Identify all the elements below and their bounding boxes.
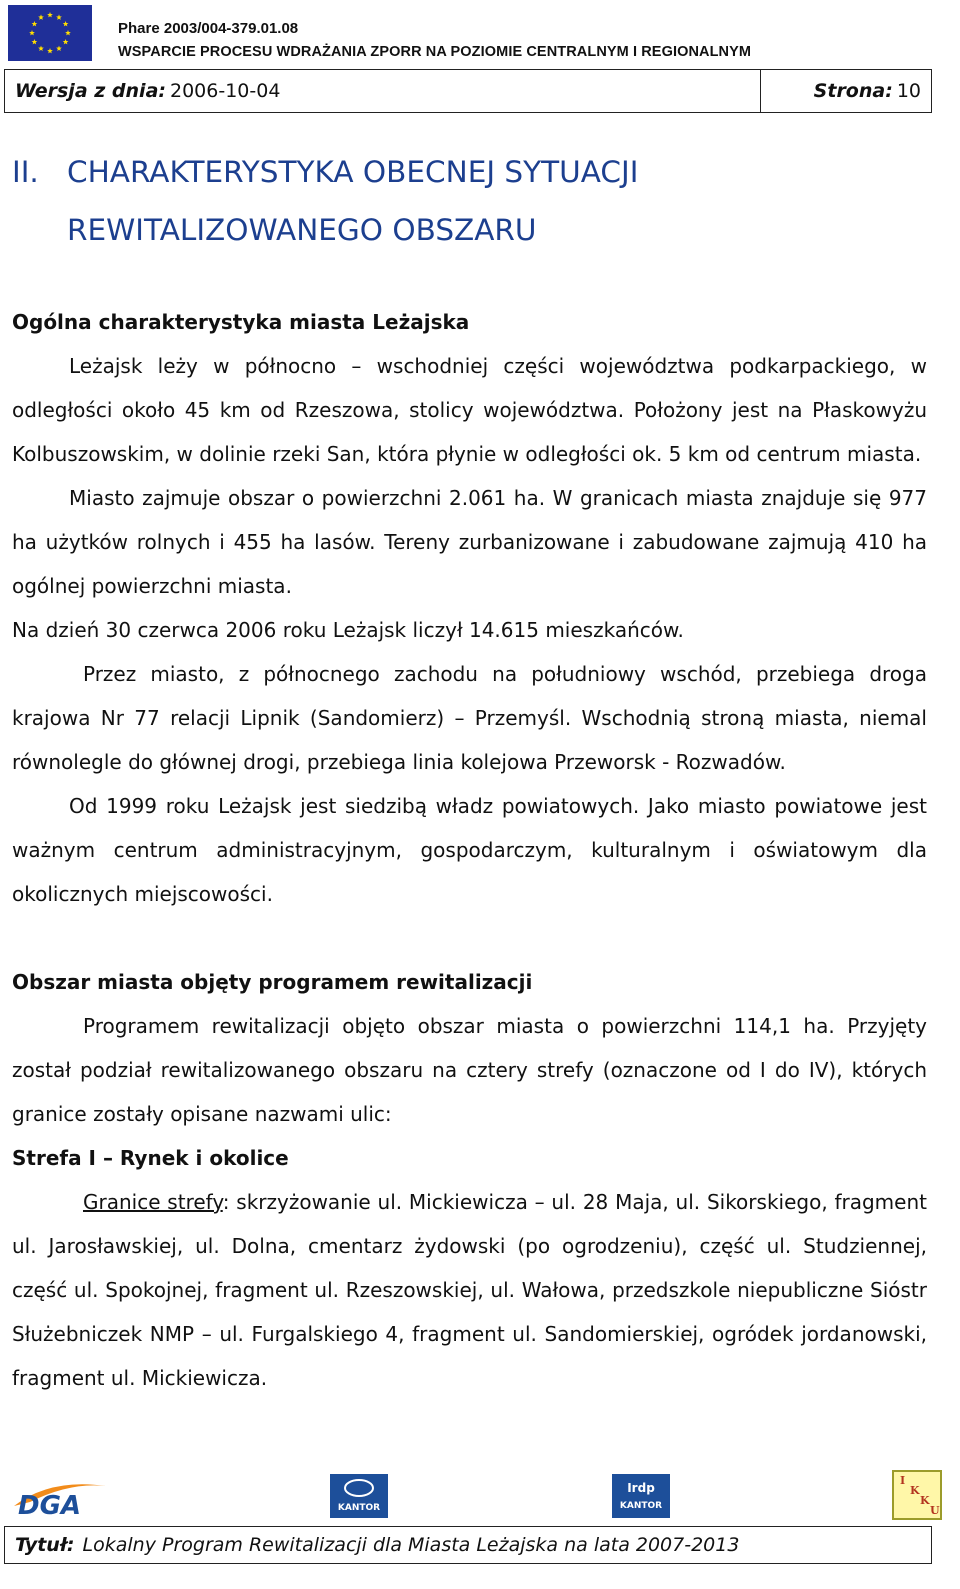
page-label: Strona: <box>813 80 893 102</box>
eu-star-icon <box>38 14 44 19</box>
zone-boundaries-text: : skrzyżowanie ul. Mickiewicza – ul. 28 Maja, ul. Sikorskiego, fragment ul. Jarosławskiej, ul. Dolna, cmentarz żydowski (po ogrodzeniu), część ul. Studziennej, część ul. Spokojnej, fragment ul. Rzeszowskiej, ul. Wałowa, przedszkole niepubliczne Sióstr Służebniczek NMP – ul. Furgalskiego 4, fragment ul. Sandomierskiej, ogródek jordanowski, fragment ul. Mickiewicza. <box>12 1190 927 1390</box>
ikku-letter: I <box>900 1474 906 1487</box>
eu-star-icon <box>38 46 44 51</box>
eu-flag-logo <box>8 5 92 61</box>
eu-star-icon <box>63 21 69 26</box>
dga-logo-text: DGA <box>18 1491 82 1520</box>
section-title-general: Ogólna charakterystyka miasta Leżajska <box>12 310 470 334</box>
spacer <box>12 916 927 960</box>
irdp-logo-text: Irdp <box>627 1481 655 1495</box>
paragraph: Na dzień 30 czerwca 2006 roku Leżajsk liczył 14.615 mieszkańców. <box>12 618 684 642</box>
kantor-polska-logo <box>330 1474 388 1518</box>
footer-title-box <box>4 1526 932 1564</box>
irdp-kantor-text: KANTOR <box>619 1501 663 1511</box>
dga-logo <box>10 1476 110 1520</box>
eu-star-icon <box>29 30 35 35</box>
footer-title-text: Lokalny Program Rewitalizacji dla Miasta Leżajska na lata 2007-2013 <box>82 1534 740 1556</box>
eu-star-icon <box>47 48 53 53</box>
chapter-title-line-2: REWITALIZOWANEGO OBSZARU <box>67 213 537 247</box>
eu-star-icon <box>47 12 53 17</box>
eu-stars-icon <box>8 5 92 61</box>
document-body <box>12 300 927 1400</box>
page-cell <box>760 70 931 112</box>
eu-star-icon <box>65 30 71 35</box>
version-box <box>4 69 932 113</box>
chapter-title <box>67 143 927 259</box>
project-title: WSPARCIE PROCESU WDRAŻANIA ZPORR NA POZIOMIE CENTRALNYM I REGIONALNYM <box>118 44 752 60</box>
paragraph: Miasto zajmuje obszar o powierzchni 2.061 ha. W granicach miasta znajduje się 977 ha użytków rolnych i 455 ha lasów. Tereny zurbanizowane i zabudowane zajmują 410 ha ogólnej powierzchni miasta. <box>12 486 927 598</box>
ikku-logo <box>892 1470 942 1520</box>
paragraph: Od 1999 roku Leżajsk jest siedzibą władz powiatowych. Jako miasto powiatowe jest ważnym centrum administracyjnym, gospodarczym, kulturalnym i oświatowym dla okolicznych miejscowości. <box>12 794 927 906</box>
paragraph: Leżajsk leży w północno – wschodniej części województwa podkarpackiego, w odległości około 45 km od Rzeszowa, stolicy województwa. Położony jest na Płaskowyżu Kolbuszowskim, w dolinie rzeki San, która płynie w odległości ok. 5 km od centrum miasta. <box>12 354 927 466</box>
page-number: 10 <box>896 80 921 102</box>
section-title-revitalization: Obszar miasta objęty programem rewitalizacji <box>12 970 533 994</box>
paragraph: Programem rewitalizacji objęto obszar miasta o powierzchni 114,1 ha. Przyjęty został podział rewitalizowanego obszaru na cztery strefy (oznaczone od I do IV), których granice zostały opisane nazwami ulic: <box>12 1014 927 1126</box>
ikku-letter: K <box>910 1484 920 1497</box>
version-date: 2006-10-04 <box>170 80 281 102</box>
ikku-letter: K <box>920 1494 930 1507</box>
eu-star-icon <box>56 46 62 51</box>
kantor-logo-text: KANTOR <box>337 1503 381 1513</box>
eu-star-icon <box>32 21 38 26</box>
chapter-number: II. <box>12 155 39 189</box>
eu-star-icon <box>63 39 69 44</box>
ikku-letter: U <box>930 1504 940 1517</box>
eu-star-icon <box>56 14 62 19</box>
zone-boundaries-label: Granice strefy <box>83 1190 223 1214</box>
footer-title-label: Tytuł: <box>15 1534 75 1556</box>
project-code: Phare 2003/004-379.01.08 <box>118 20 299 37</box>
version-label: Wersja z dnia: <box>15 80 166 102</box>
eu-star-icon <box>32 39 38 44</box>
irdp-kantor-logo <box>612 1474 670 1518</box>
footer-logos <box>0 1466 960 1526</box>
paragraph: Przez miasto, z północnego zachodu na południowy wschód, przebiega droga krajowa Nr 77 relacji Lipnik (Sandomierz) – Przemyśl. Wschodnią stroną miasta, niemal równolegle do głównej drogi, przebiega linia kolejowa Przeworsk - Rozwadów. <box>12 662 927 774</box>
zone-title: Strefa I – Rynek i okolice <box>12 1146 289 1170</box>
version-cell <box>5 70 760 112</box>
chapter-title-line-1: CHARAKTERYSTYKA OBECNEJ SYTUACJI <box>67 155 639 189</box>
zone-boundaries <box>12 1180 927 1400</box>
